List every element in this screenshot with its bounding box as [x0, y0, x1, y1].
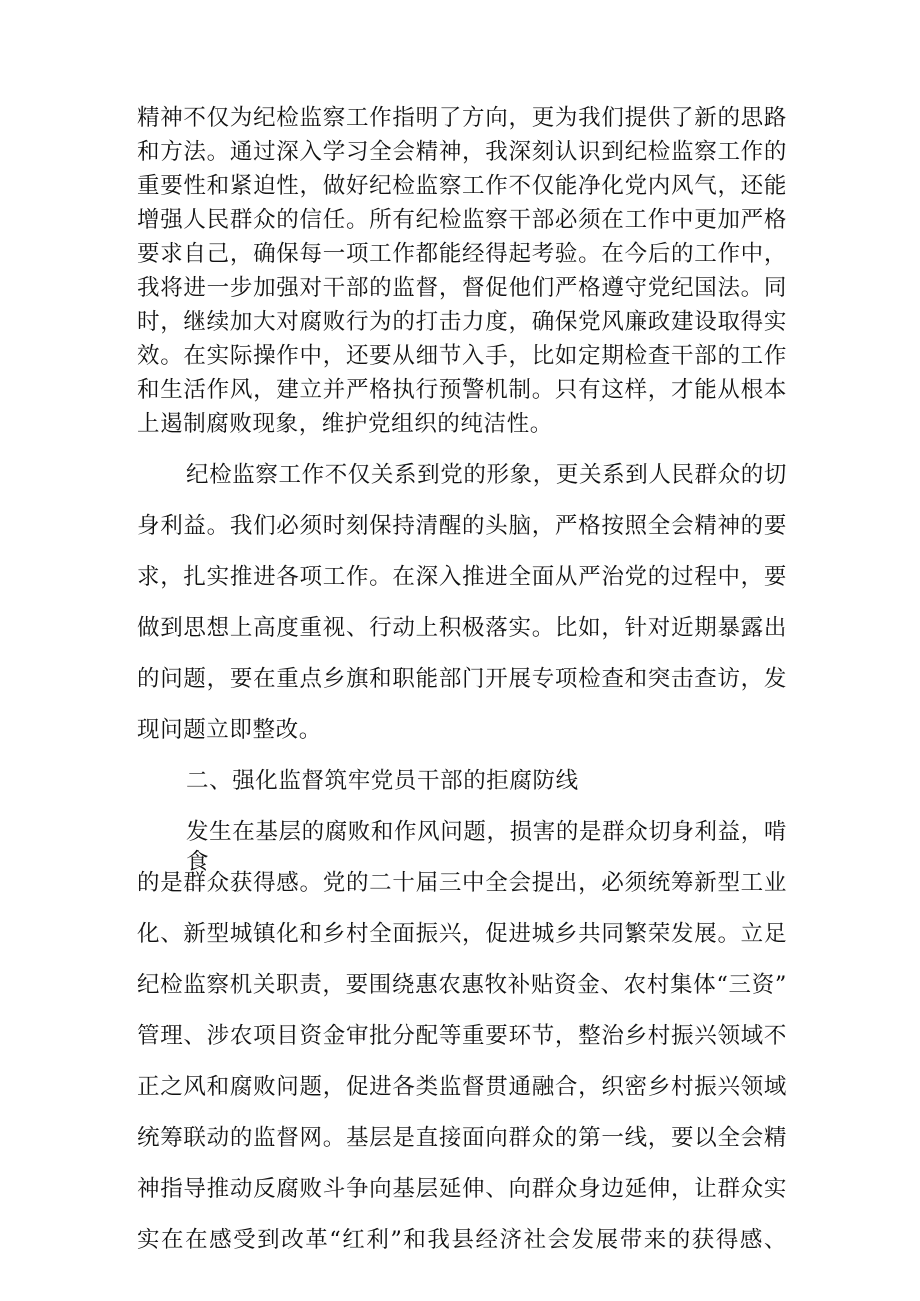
- paragraph-3-line: 纪检监察机关职责，要围绕惠农惠牧补贴资金、农村集体“三资”: [137, 972, 787, 998]
- paragraph-1-line: 重要性和紧迫性，做好纪检监察工作不仅能净化党内风气，还能: [137, 173, 787, 199]
- paragraph-3-line: 的是群众获得感。党的二十届三中全会提出，必须统筹新型工业: [137, 870, 787, 896]
- paragraph-2-line: 做到思想上高度重视、行动上积极落实。比如，针对近期暴露出: [137, 615, 787, 641]
- paragraph-2-line: 纪检监察工作不仅关系到党的形象，更关系到人民群众的切: [186, 462, 787, 488]
- paragraph-1-line: 精神不仅为纪检监察工作指明了方向，更为我们提供了新的思路: [137, 105, 787, 131]
- paragraph-1-line: 要求自己，确保每一项工作都能经得起考验。在今后的工作中，: [137, 241, 787, 267]
- paragraph-1-line: 时，继续加大对腐败行为的打击力度，确保党风廉政建设取得实: [137, 309, 787, 335]
- paragraph-3-line: 正之风和腐败问题，促进各类监督贯通融合，织密乡村振兴领域: [137, 1074, 787, 1100]
- paragraph-1-line: 和方法。通过深入学习全会精神，我深刻认识到纪检监察工作的: [137, 139, 787, 165]
- paragraph-2-line: 的问题，要在重点乡旗和职能部门开展专项检查和突击查访，发: [137, 666, 787, 692]
- paragraph-1-line: 和生活作风，建立并严格执行预警机制。只有这样，才能从根本: [137, 377, 787, 403]
- paragraph-3-line: 实在在感受到改革“红利”和我县经济社会发展带来的获得感、: [137, 1227, 787, 1253]
- paragraph-2-line: 身利益。我们必须时刻保持清醒的头脑，严格按照全会精神的要: [137, 513, 787, 539]
- paragraph-3-line: 管理、涉农项目资金审批分配等重要环节，整治乡村振兴领域不: [137, 1023, 787, 1049]
- paragraph-1-line: 上遏制腐败现象，维护党组织的纯洁性。: [137, 411, 553, 437]
- paragraph-1-line: 效。在实际操作中，还要从细节入手，比如定期检查干部的工作: [137, 343, 787, 369]
- paragraph-3-line: 化、新型城镇化和乡村全面振兴，促进城乡共同繁荣发展。立足: [137, 921, 787, 947]
- paragraph-2-line: 现问题立即整改。: [137, 717, 322, 743]
- paragraph-3-line: 统筹联动的监督网。基层是直接面向群众的第一线，要以全会精: [137, 1125, 787, 1151]
- section-heading: 二、强化监督筑牢党员干部的拒腐防线: [186, 768, 579, 794]
- paragraph-1-line: 增强人民群众的信任。所有纪检监察干部必须在工作中更加严格: [137, 207, 787, 233]
- paragraph-2-line: 求，扎实推进各项工作。在深入推进全面从严治党的过程中，要: [137, 564, 787, 590]
- paragraph-3-line: 神指导推动反腐败斗争向基层延伸、向群众身边延伸，让群众实: [137, 1176, 787, 1202]
- paragraph-1-line: 我将进一步加强对干部的监督，督促他们严格遵守党纪国法。同: [137, 275, 787, 301]
- paragraph-3-line: 发生在基层的腐败和作风问题，损害的是群众切身利益，啃食: [186, 819, 787, 875]
